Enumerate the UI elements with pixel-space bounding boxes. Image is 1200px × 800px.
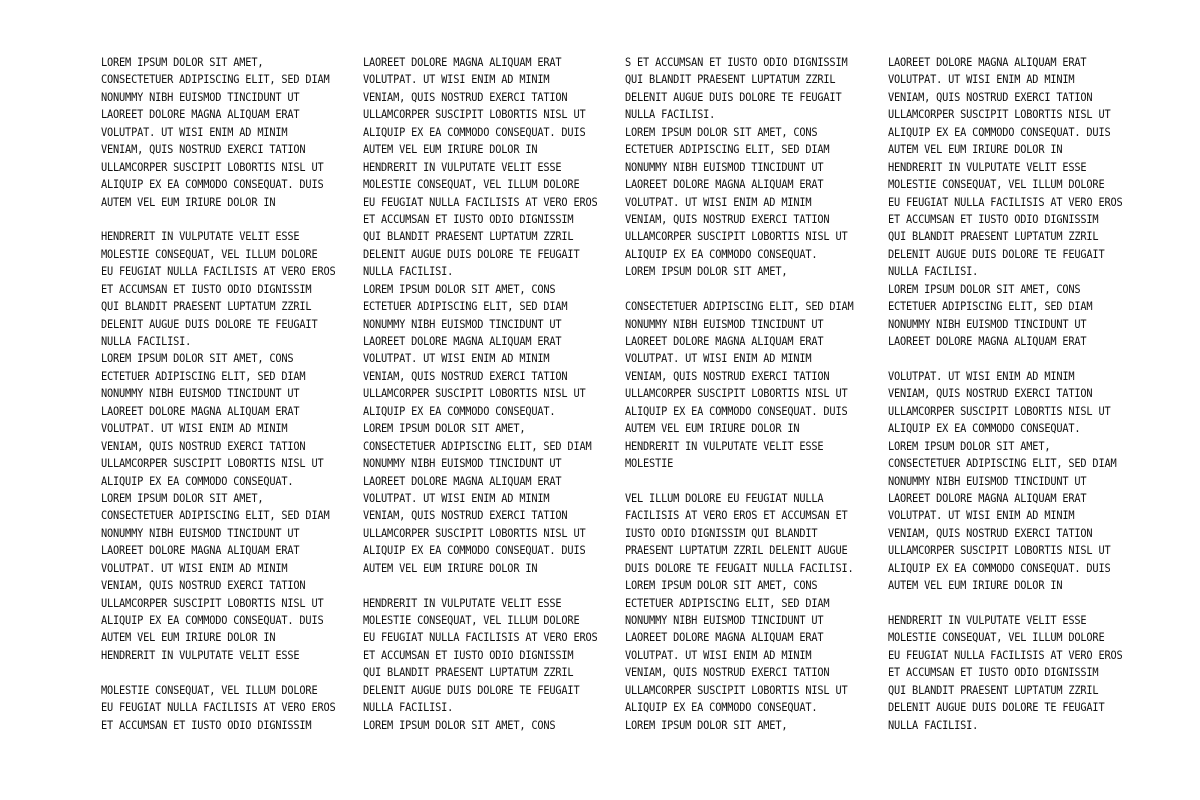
text-line: ALIQUIP EX EA COMMODO CONSEQUAT.	[888, 422, 1081, 436]
text-line: NULLA FACILISI.	[363, 265, 454, 279]
text-line: NULLA FACILISI.	[888, 265, 979, 279]
text-line: VOLUTPAT. UT WISI ENIM AD MINIM	[101, 422, 288, 436]
text-line: MOLESTIE CONSEQUAT, VEL ILLUM DOLORE	[363, 178, 580, 192]
text-column-2	[363, 54, 598, 734]
text-line: ET ACCUMSAN ET IUSTO ODIO DIGNISSIM	[101, 282, 312, 296]
text-line: NONUMMY NIBH EUISMOD TINCIDUNT UT	[888, 474, 1087, 488]
text-line: NONUMMY NIBH EUISMOD TINCIDUNT UT	[888, 317, 1087, 331]
text-line: VENIAM, QUIS NOSTRUD EXERCI TATION	[625, 212, 830, 226]
text-line: VENIAM, QUIS NOSTRUD EXERCI TATION	[363, 509, 568, 523]
text-line: HENDRERIT IN VULPUTATE VELIT ESSE	[625, 439, 824, 453]
text-line: VOLUTPAT. UT WISI ENIM AD MINIM	[888, 73, 1075, 87]
text-column-3	[625, 54, 854, 734]
text-line: LAOREET DOLORE MAGNA ALIQUAM ERAT	[363, 335, 562, 348]
text-line: LOREM IPSUM DOLOR SIT AMET,	[625, 718, 788, 732]
text-line: NONUMMY NIBH EUISMOD TINCIDUNT UT	[101, 90, 300, 104]
text-line: DELENIT AUGUE DUIS DOLORE TE FEUGAIT	[625, 90, 842, 104]
text-line: LAOREET DOLORE MAGNA ALIQUAM ERAT	[101, 544, 300, 558]
text-line: NULLA FACILISI.	[625, 108, 716, 122]
text-line: ALIQUIP EX EA COMMODO CONSEQUAT. DUIS	[101, 614, 324, 627]
text-line: VENIAM, QUIS NOSTRUD EXERCI TATION	[888, 90, 1093, 104]
text-line: CONSECTETUER ADIPISCING ELIT, SED DIAM	[888, 457, 1117, 471]
text-line: ECTETUER ADIPISCING ELIT, SED DIAM	[363, 300, 568, 314]
text-line: LOREM IPSUM DOLOR SIT AMET, CONS	[888, 282, 1081, 296]
text-line: NONUMMY NIBH EUISMOD TINCIDUNT UT	[625, 160, 824, 174]
text-line: LOREM IPSUM DOLOR SIT AMET,	[363, 422, 526, 436]
text-line: ALIQUIP EX EA COMMODO CONSEQUAT. DUIS	[625, 404, 848, 418]
text-line: ALIQUIP EX EA COMMODO CONSEQUAT.	[363, 404, 556, 418]
text-line: ULLAMCORPER SUSCIPIT LOBORTIS NISL UT	[363, 108, 586, 122]
text-line: VENIAM, QUIS NOSTRUD EXERCI TATION	[625, 369, 830, 383]
text-line: CONSECTETUER ADIPISCING ELIT, SED DIAM	[363, 439, 592, 453]
text-line: VENIAM, QUIS NOSTRUD EXERCI TATION	[101, 579, 306, 593]
text-line: ET ACCUMSAN ET IUSTO ODIO DIGNISSIM	[888, 666, 1099, 680]
text-line: VOLUTPAT. UT WISI ENIM AD MINIM	[888, 509, 1075, 523]
text-line: AUTEM VEL EUM IRIURE DOLOR IN	[363, 143, 538, 157]
text-line: VOLUTPAT. UT WISI ENIM AD MINIM	[101, 561, 288, 575]
text-line: LOREM IPSUM DOLOR SIT AMET, CONS	[625, 125, 818, 139]
text-line: NONUMMY NIBH EUISMOD TINCIDUNT UT	[363, 457, 562, 471]
text-line: LAOREET DOLORE MAGNA ALIQUAM ERAT	[888, 335, 1087, 348]
text-line: QUI BLANDIT PRAESENT LUPTATUM ZZRIL	[101, 300, 312, 314]
text-line: ET ACCUMSAN ET IUSTO ODIO DIGNISSIM	[363, 648, 574, 662]
text-line: ALIQUIP EX EA COMMODO CONSEQUAT.	[625, 701, 818, 715]
text-line: ULLAMCORPER SUSCIPIT LOBORTIS NISL UT	[101, 457, 324, 471]
paragraph-gap	[888, 595, 1113, 612]
text-line: DELENIT AUGUE DUIS DOLORE TE FEUGAIT	[888, 247, 1105, 261]
text-line: HENDRERIT IN VULPUTATE VELIT ESSE	[363, 596, 562, 610]
text-column-4	[888, 54, 1123, 734]
text-line: QUI BLANDIT PRAESENT LUPTATUM ZZRIL	[888, 230, 1099, 244]
text-line: FACILISIS AT VERO EROS ET ACCUMSAN ET	[625, 509, 848, 523]
text-line: EU FEUGIAT NULLA FACILISIS AT VERO EROS	[888, 648, 1123, 662]
text-line: ALIQUIP EX EA COMMODO CONSEQUAT.	[625, 247, 818, 261]
text-line: ULLAMCORPER SUSCIPIT LOBORTIS NISL UT	[888, 544, 1111, 558]
text-line: NULLA FACILISI.	[101, 335, 192, 348]
text-line: ULLAMCORPER SUSCIPIT LOBORTIS NISL UT	[363, 387, 586, 401]
text-line: ALIQUIP EX EA COMMODO CONSEQUAT. DUIS	[363, 125, 586, 139]
text-line: NONUMMY NIBH EUISMOD TINCIDUNT UT	[625, 614, 824, 627]
text-line: MOLESTIE CONSEQUAT, VEL ILLUM DOLORE	[101, 683, 318, 697]
text-line: EU FEUGIAT NULLA FACILISIS AT VERO EROS	[101, 265, 336, 279]
text-column-1	[101, 54, 336, 734]
text-line: LAOREET DOLORE MAGNA ALIQUAM ERAT	[101, 404, 300, 418]
text-line: CONSECTETUER ADIPISCING ELIT, SED DIAM	[101, 73, 330, 87]
paragraph-gap	[101, 664, 326, 681]
text-line: VEL ILLUM DOLORE EU FEUGIAT NULLA	[625, 491, 824, 505]
text-line: VENIAM, QUIS NOSTRUD EXERCI TATION	[101, 439, 306, 453]
text-line: ULLAMCORPER SUSCIPIT LOBORTIS NISL UT	[363, 526, 586, 540]
text-line: EU FEUGIAT NULLA FACILISIS AT VERO EROS	[363, 195, 598, 209]
text-line: EU FEUGIAT NULLA FACILISIS AT VERO EROS	[101, 701, 336, 715]
text-line: CONSECTETUER ADIPISCING ELIT, SED DIAM	[625, 300, 854, 314]
text-line: NULLA FACILISI.	[888, 718, 979, 732]
text-line: LOREM IPSUM DOLOR SIT AMET, CONS	[363, 282, 556, 296]
text-line: NONUMMY NIBH EUISMOD TINCIDUNT UT	[363, 317, 562, 331]
text-line: CONSECTETUER ADIPISCING ELIT, SED DIAM	[101, 509, 330, 523]
text-line: AUTEM VEL EUM IRIURE DOLOR IN	[888, 579, 1063, 593]
text-line: NONUMMY NIBH EUISMOD TINCIDUNT UT	[101, 387, 300, 401]
text-line: QUI BLANDIT PRAESENT LUPTATUM ZZRIL	[363, 230, 574, 244]
text-line: VENIAM, QUIS NOSTRUD EXERCI TATION	[363, 369, 568, 383]
text-line: S ET ACCUMSAN ET IUSTO ODIO DIGNISSIM	[625, 56, 848, 69]
text-line: ALIQUIP EX EA COMMODO CONSEQUAT. DUIS	[101, 178, 324, 192]
text-line: LAOREET DOLORE MAGNA ALIQUAM ERAT	[625, 178, 824, 192]
text-line: ALIQUIP EX EA COMMODO CONSEQUAT. DUIS	[888, 125, 1111, 139]
text-line: MOLESTIE CONSEQUAT, VEL ILLUM DOLORE	[101, 247, 318, 261]
text-line: DELENIT AUGUE DUIS DOLORE TE FEUGAIT	[363, 247, 580, 261]
text-line: LOREM IPSUM DOLOR SIT AMET,	[101, 56, 264, 69]
text-line: VENIAM, QUIS NOSTRUD EXERCI TATION	[363, 90, 568, 104]
text-line: DELENIT AUGUE DUIS DOLORE TE FEUGAIT	[363, 683, 580, 697]
text-line: MOLESTIE	[625, 457, 674, 471]
paragraph-gap	[363, 577, 588, 594]
text-line: ECTETUER ADIPISCING ELIT, SED DIAM	[625, 143, 830, 157]
text-line: VENIAM, QUIS NOSTRUD EXERCI TATION	[625, 666, 830, 680]
text-line: PRAESENT LUPTATUM ZZRIL DELENIT AUGUE	[625, 544, 848, 558]
text-line: ULLAMCORPER SUSCIPIT LOBORTIS NISL UT	[625, 683, 848, 697]
text-line: ALIQUIP EX EA COMMODO CONSEQUAT.	[101, 474, 294, 488]
text-line: VOLUTPAT. UT WISI ENIM AD MINIM	[363, 73, 550, 87]
text-line: AUTEM VEL EUM IRIURE DOLOR IN	[363, 561, 538, 575]
paragraph-gap	[888, 350, 1113, 367]
text-line: IUSTO ODIO DIGNISSIM QUI BLANDIT	[625, 526, 818, 540]
text-line: VENIAM, QUIS NOSTRUD EXERCI TATION	[101, 143, 306, 157]
text-line: ULLAMCORPER SUSCIPIT LOBORTIS NISL UT	[888, 108, 1111, 122]
text-line: AUTEM VEL EUM IRIURE DOLOR IN	[888, 143, 1063, 157]
text-line: ULLAMCORPER SUSCIPIT LOBORTIS NISL UT	[625, 230, 848, 244]
paragraph-gap	[625, 473, 850, 490]
text-line: ET ACCUMSAN ET IUSTO ODIO DIGNISSIM	[888, 212, 1099, 226]
text-line: ET ACCUMSAN ET IUSTO ODIO DIGNISSIM	[101, 718, 312, 732]
text-line: LOREM IPSUM DOLOR SIT AMET, CONS	[101, 352, 294, 366]
text-line: AUTEM VEL EUM IRIURE DOLOR IN	[101, 195, 276, 209]
text-line: NONUMMY NIBH EUISMOD TINCIDUNT UT	[625, 317, 824, 331]
text-line: LAOREET DOLORE MAGNA ALIQUAM ERAT	[363, 474, 562, 488]
text-line: VENIAM, QUIS NOSTRUD EXERCI TATION	[888, 387, 1093, 401]
text-line: HENDRERIT IN VULPUTATE VELIT ESSE	[888, 160, 1087, 174]
text-line: LOREM IPSUM DOLOR SIT AMET, CONS	[625, 579, 818, 593]
text-line: LOREM IPSUM DOLOR SIT AMET, CONS	[363, 718, 556, 732]
text-line: ULLAMCORPER SUSCIPIT LOBORTIS NISL UT	[101, 160, 324, 174]
text-line: ECTETUER ADIPISCING ELIT, SED DIAM	[625, 596, 830, 610]
text-line: QUI BLANDIT PRAESENT LUPTATUM ZZRIL	[625, 73, 836, 87]
text-line: ALIQUIP EX EA COMMODO CONSEQUAT. DUIS	[888, 561, 1111, 575]
text-line: VOLUTPAT. UT WISI ENIM AD MINIM	[101, 125, 288, 139]
text-line: MOLESTIE CONSEQUAT, VEL ILLUM DOLORE	[363, 614, 580, 627]
text-line: ULLAMCORPER SUSCIPIT LOBORTIS NISL UT	[101, 596, 324, 610]
text-line: EU FEUGIAT NULLA FACILISIS AT VERO EROS	[363, 631, 598, 645]
text-line: HENDRERIT IN VULPUTATE VELIT ESSE	[363, 160, 562, 174]
text-line: DELENIT AUGUE DUIS DOLORE TE FEUGAIT	[101, 317, 318, 331]
text-line: ALIQUIP EX EA COMMODO CONSEQUAT. DUIS	[363, 544, 586, 558]
text-line: VENIAM, QUIS NOSTRUD EXERCI TATION	[888, 526, 1093, 540]
text-line: VOLUTPAT. UT WISI ENIM AD MINIM	[363, 352, 550, 366]
text-line: LOREM IPSUM DOLOR SIT AMET,	[888, 439, 1051, 453]
text-line: NONUMMY NIBH EUISMOD TINCIDUNT UT	[101, 526, 300, 540]
text-line: LAOREET DOLORE MAGNA ALIQUAM ERAT	[625, 631, 824, 645]
text-line: QUI BLANDIT PRAESENT LUPTATUM ZZRIL	[888, 683, 1099, 697]
text-line: DELENIT AUGUE DUIS DOLORE TE FEUGAIT	[888, 701, 1105, 715]
text-line: ULLAMCORPER SUSCIPIT LOBORTIS NISL UT	[888, 404, 1111, 418]
text-line: MOLESTIE CONSEQUAT, VEL ILLUM DOLORE	[888, 631, 1105, 645]
text-line: VOLUTPAT. UT WISI ENIM AD MINIM	[363, 491, 550, 505]
text-line: ECTETUER ADIPISCING ELIT, SED DIAM	[101, 369, 306, 383]
text-line: EU FEUGIAT NULLA FACILISIS AT VERO EROS	[888, 195, 1123, 209]
text-line: LAOREET DOLORE MAGNA ALIQUAM ERAT	[625, 335, 824, 348]
text-line: ECTETUER ADIPISCING ELIT, SED DIAM	[888, 300, 1093, 314]
text-line: LAOREET DOLORE MAGNA ALIQUAM ERAT	[363, 56, 562, 69]
text-line: LAOREET DOLORE MAGNA ALIQUAM ERAT	[888, 56, 1087, 69]
text-line: QUI BLANDIT PRAESENT LUPTATUM ZZRIL	[363, 666, 574, 680]
paragraph-gap	[625, 281, 850, 298]
paragraph-gap	[101, 211, 326, 228]
text-line: VOLUTPAT. UT WISI ENIM AD MINIM	[625, 195, 812, 209]
text-line: MOLESTIE CONSEQUAT, VEL ILLUM DOLORE	[888, 178, 1105, 192]
text-line: VOLUTPAT. UT WISI ENIM AD MINIM	[625, 648, 812, 662]
text-line: LOREM IPSUM DOLOR SIT AMET,	[625, 265, 788, 279]
text-line: AUTEM VEL EUM IRIURE DOLOR IN	[101, 631, 276, 645]
text-line: DUIS DOLORE TE FEUGAIT NULLA FACILISI.	[625, 561, 854, 575]
text-line: VOLUTPAT. UT WISI ENIM AD MINIM	[625, 352, 812, 366]
text-line: ULLAMCORPER SUSCIPIT LOBORTIS NISL UT	[625, 387, 848, 401]
text-line: VOLUTPAT. UT WISI ENIM AD MINIM	[888, 369, 1075, 383]
text-line: LOREM IPSUM DOLOR SIT AMET,	[101, 491, 264, 505]
text-line: HENDRERIT IN VULPUTATE VELIT ESSE	[101, 230, 300, 244]
text-line: HENDRERIT IN VULPUTATE VELIT ESSE	[101, 648, 300, 662]
text-line: AUTEM VEL EUM IRIURE DOLOR IN	[625, 422, 800, 436]
text-line: LAOREET DOLORE MAGNA ALIQUAM ERAT	[101, 108, 300, 122]
text-line: ET ACCUMSAN ET IUSTO ODIO DIGNISSIM	[363, 212, 574, 226]
text-line: HENDRERIT IN VULPUTATE VELIT ESSE	[888, 614, 1087, 627]
text-line: NULLA FACILISI.	[363, 701, 454, 715]
text-line: LAOREET DOLORE MAGNA ALIQUAM ERAT	[888, 491, 1087, 505]
